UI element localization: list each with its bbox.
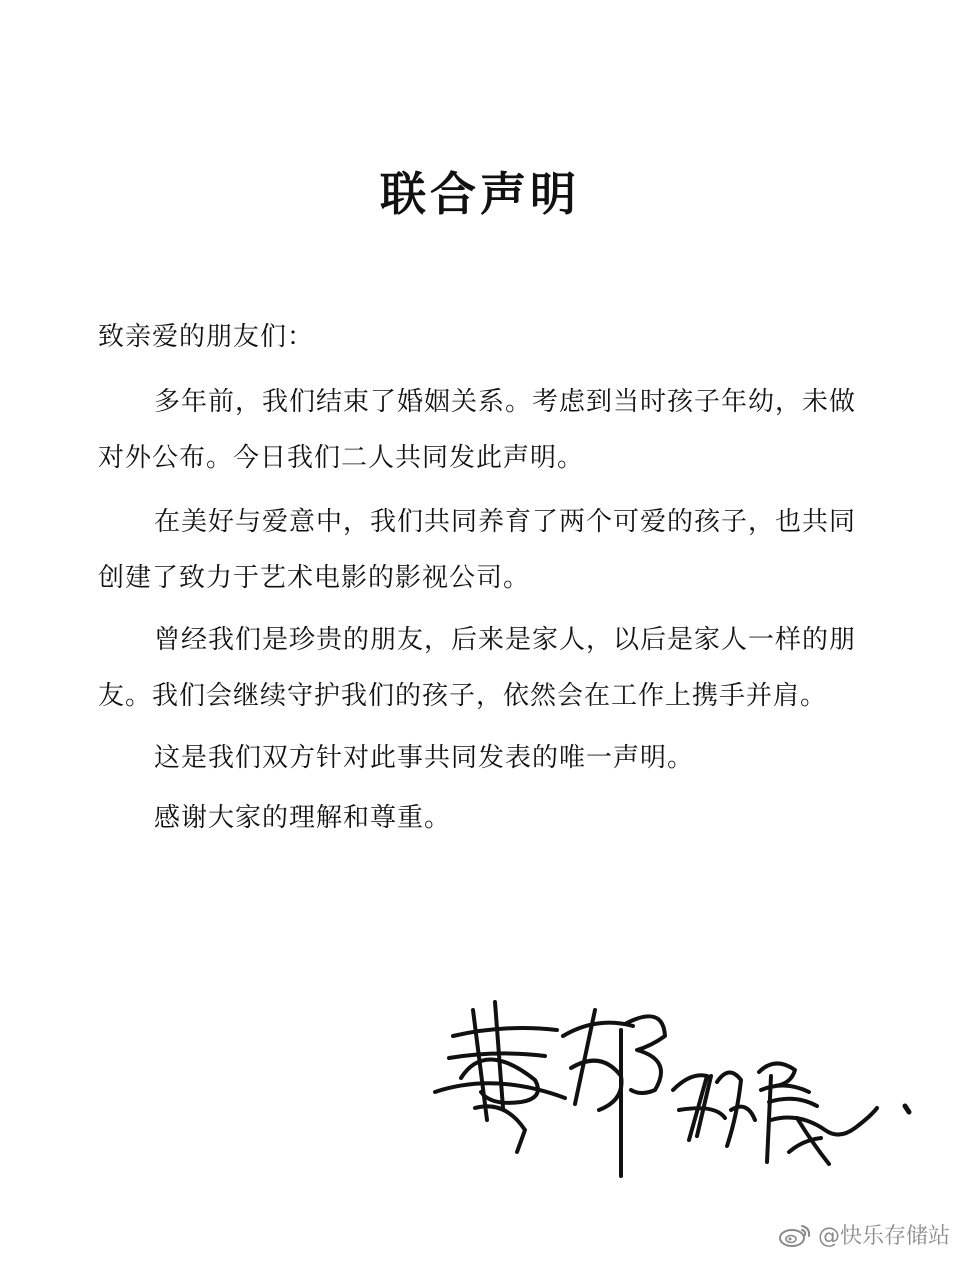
paragraph-2: 在美好与爱意中，我们共同养育了两个可爱的孩子，也共同创建了致力于艺术电影的影视公司。	[98, 507, 857, 593]
watermark-text: @快乐存储站	[817, 1224, 950, 1249]
salutation: 致亲爱的朋友们：	[98, 322, 315, 352]
paragraph-3: 曾经我们是珍贵的朋友，后来是家人，以后是家人一样的朋友。我们会继续守护我们的孩子，依然会在工作上携手并肩。	[98, 625, 857, 711]
weibo-icon	[778, 1222, 812, 1248]
handwritten-signature	[425, 980, 925, 1180]
paragraph-1: 多年前，我们结束了婚姻关系。考虑到当时孩子年幼，未做对外公布。今日我们二人共同发此声明。	[98, 387, 857, 473]
paragraph-4: 这是我们双方针对此事共同发表的唯一声明。	[154, 743, 695, 773]
page-title: 联合声明	[380, 167, 580, 221]
paragraph-5: 感谢大家的理解和尊重。	[154, 803, 452, 833]
weibo-watermark	[778, 1219, 950, 1250]
